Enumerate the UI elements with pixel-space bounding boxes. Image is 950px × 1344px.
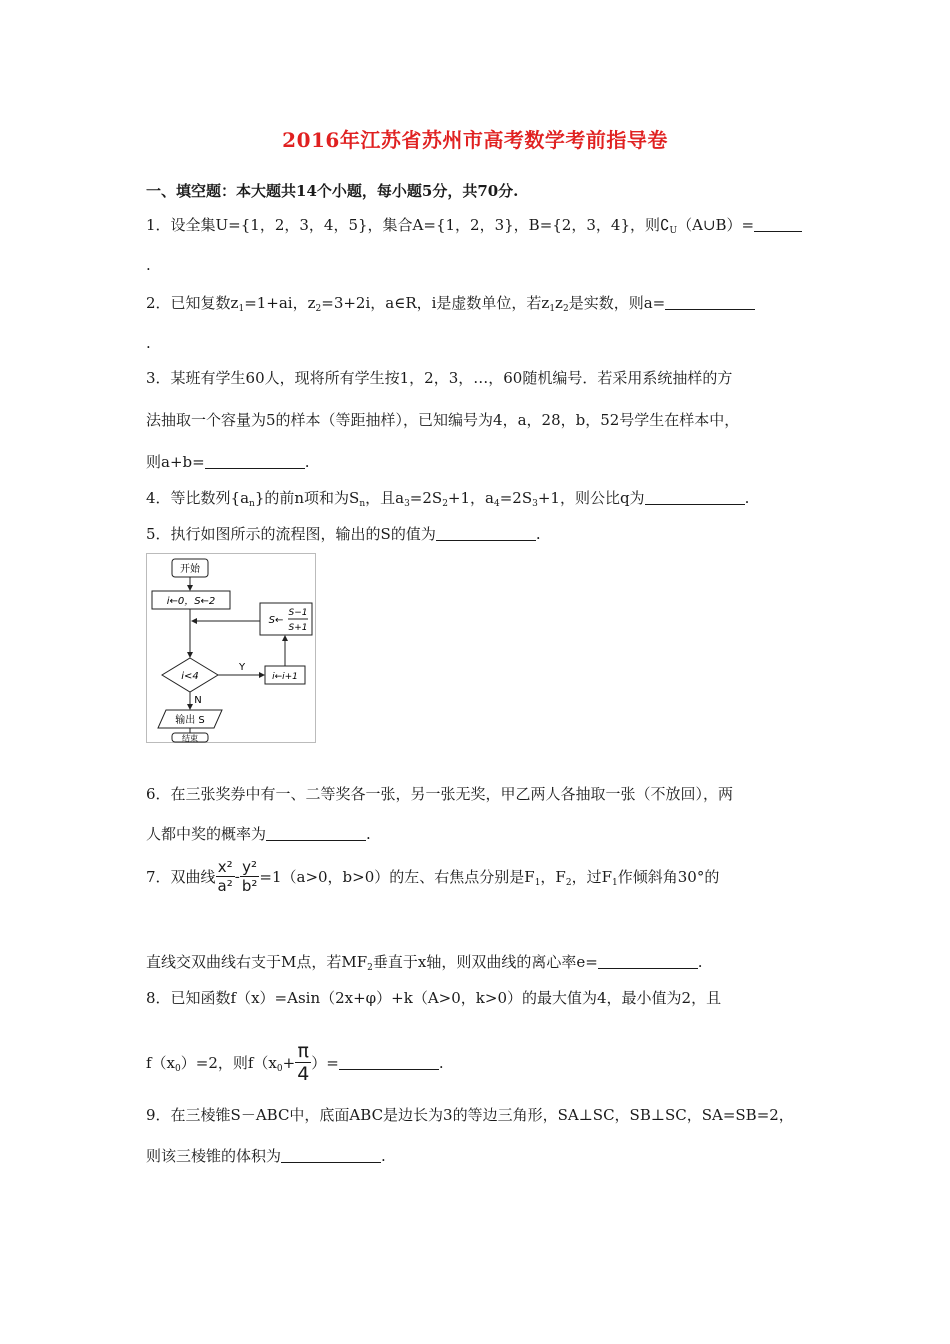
flow-assign-den: S+1 xyxy=(288,623,308,633)
question-5: 5．执行如图所示的流程图，输出的S的值为 . xyxy=(146,525,541,543)
flow-yes-label: Y xyxy=(238,662,246,673)
flow-start-label: 开始 xyxy=(180,564,200,575)
question-7-line-1: 7．双曲线 $\frac{\text{x²}}{\text{a²}}$ - $\frac{\text{y²}}{\text{b²}}$ =1（a>0，b>0）的左、右焦点分别是$F_1$，$F_2$，过$F_1$作倾斜角30°的 xyxy=(146,858,720,895)
flow-assign-num: S−1 xyxy=(288,608,308,618)
question-6-line-2: 人都中奖的概率为 . xyxy=(146,825,371,843)
fraction-x2-a2: $\frac{\text{x²}}{\text{a²}}$ xyxy=(217,858,233,895)
flow-increment-label: i←i+1 xyxy=(272,672,298,682)
question-2: 2．已知复数$z_1=1+ai$，$z_2=3+2i$，a∈R，i是虚数单位，若$z_1z_2$是实数，则a= xyxy=(146,292,755,314)
flow-assign-lhs: S← xyxy=(268,615,284,626)
question-2-dot: . xyxy=(146,334,151,352)
page-title: 2016年江苏省苏州市高考数学考前指导卷 xyxy=(282,128,668,152)
flow-no-label: N xyxy=(194,695,202,706)
answer-blank[interactable] xyxy=(598,953,698,969)
answer-blank[interactable] xyxy=(281,1147,381,1163)
question-6-line-1: 6．在三张奖券中有一、二等奖各一张，另一张无奖，甲乙两人各抽取一张（不放回），两 xyxy=(146,785,734,803)
question-1-dot: . xyxy=(146,256,151,274)
section-heading: 一、填空题：本大题共14个小题，每小题5分，共70分. xyxy=(146,182,519,200)
answer-blank[interactable] xyxy=(645,489,745,505)
question-3-line-2: 法抽取一个容量为5的样本（等距抽样），已知编号为4，a，28，b，52号学生在样本中， xyxy=(146,411,740,429)
fraction-y2-b2: $\frac{\text{y²}}{\text{b²}}$ xyxy=(241,858,258,895)
answer-blank[interactable] xyxy=(436,525,536,541)
flowchart xyxy=(146,553,316,743)
question-1: 1．设全集U={1，2，3，4，5}，集合A={1，2，3}，B={2，3，4}，则$∁_U(A\cup B)=$ xyxy=(146,214,802,236)
question-4: 4．等比数列$\{a_n\}$的前n项和为$S_n$，且$a_3=2S_2+1$，$a_4=2S_3+1$，则公比q为 . xyxy=(146,489,750,509)
flow-condition-label: i<4 xyxy=(181,671,199,682)
flow-output-label: 输出 S xyxy=(175,715,205,726)
answer-blank[interactable] xyxy=(339,1054,439,1070)
question-8-line-1: 8．已知函数f（x）=Asin（2x+φ）+k（A>0，k>0）的最大值为4，最小值为2，且 xyxy=(146,989,722,1007)
answer-blank[interactable] xyxy=(754,216,802,232)
question-9-line-1: 9．在三棱锥S－ABC中，底面ABC是边长为3的等边三角形，SA⊥SC，SB⊥SC，SA=SB=2， xyxy=(146,1106,794,1124)
fraction-pi-over-4: $\frac{\pi}{4}$ xyxy=(297,1040,310,1085)
question-3-line-3: 则a+b= . xyxy=(146,453,310,471)
flow-end-label: 结束 xyxy=(182,734,198,743)
question-7-line-2: 直线交双曲线右支于M点，若$MF_2$垂直于x轴，则双曲线的离心率e= . xyxy=(146,953,703,973)
answer-blank[interactable] xyxy=(266,825,366,841)
question-8-line-2: $f(x_0)=2$，则$f(x_0+$ $\frac{\pi}{4}$ ）= . xyxy=(146,1040,444,1085)
question-3-line-1: 3．某班有学生60人，现将所有学生按1，2，3，…，60随机编号．若采用系统抽样的方 xyxy=(146,369,733,387)
flow-init-label: i←0，S←2 xyxy=(166,596,216,607)
question-9-line-2: 则该三棱锥的体积为 . xyxy=(146,1147,386,1165)
answer-blank[interactable] xyxy=(665,294,755,310)
answer-blank[interactable] xyxy=(205,453,305,469)
